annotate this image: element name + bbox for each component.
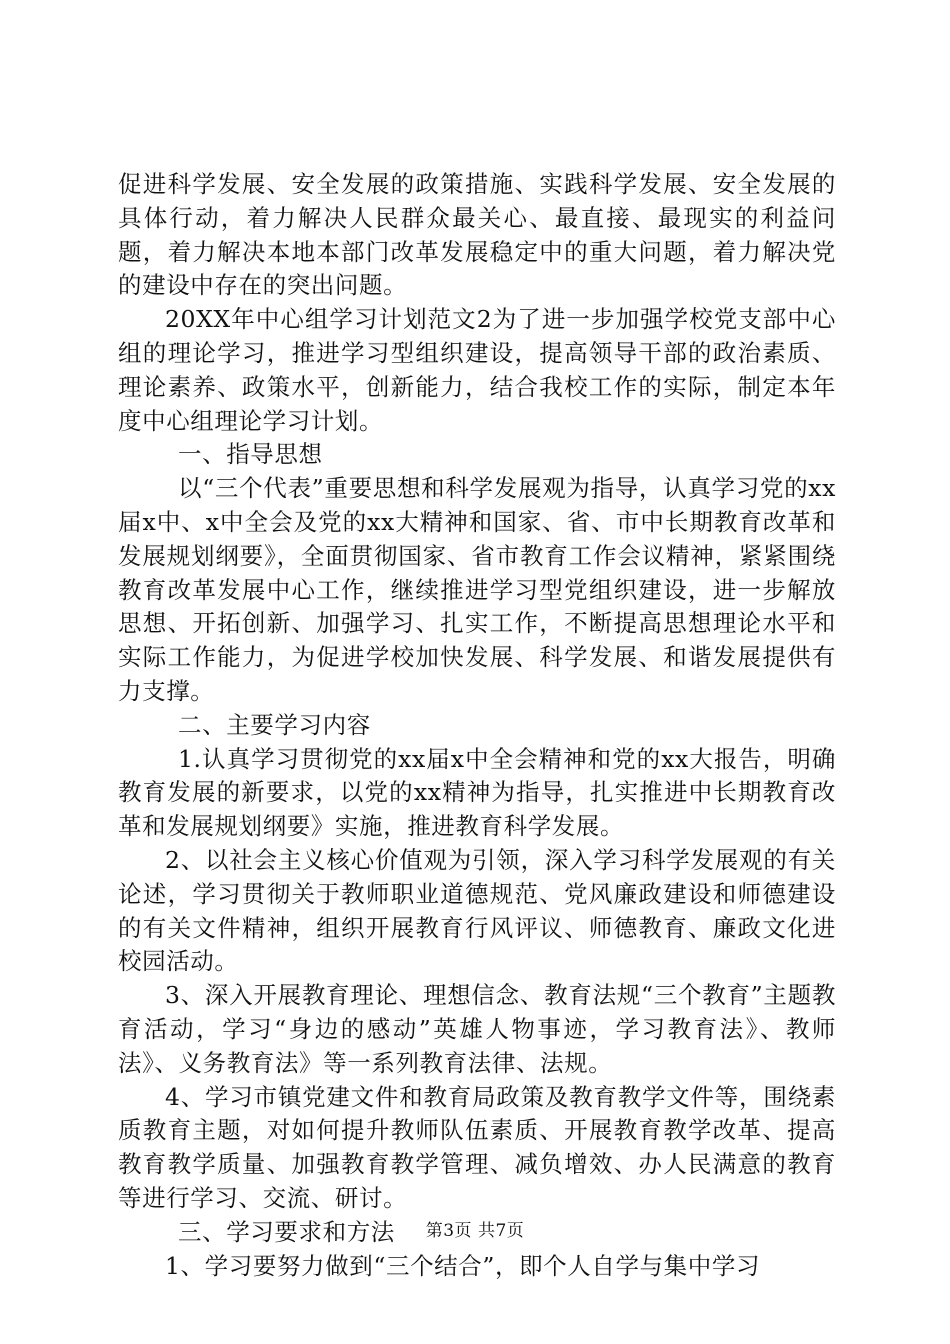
section-heading-requirements: 三、学习要求和方法 [178,1217,395,1246]
list-item-3: 3、深入开展教育理论、理想信念、教育法规“三个教育”主题教育活动，学习“身边的感动”英雄人物事迹，学习教育法》、教师法》、义务教育法》等一系列教育法律、法规。 [118,981,836,1077]
paragraph-intro: 20XX年中心组学习计划范文2为了进一步加强学校党支部中心组的理论学习，推进学习型组织建设，提高领导干部的政治素质、理论素养、政策水平，创新能力，结合我校工作的实际，制定本年度中心组理论学习计划。 [118,305,836,435]
list-item-requirement-1: 1、学习要努力做到“三个结合”，即个人自学与集中学习 [165,1251,761,1280]
list-item-4: 4、学习市镇党建文件和教育局政策及教育教学文件等，围绕素质教育主题，对如何提升教师队伍素质、开展教育教学改革、提高教育教学质量、加强教育教学管理、减负增效、办人民满意的教育等进行学习、交流、研讨。 [118,1082,836,1212]
section-heading-guiding-thought: 一、指导思想 [178,440,323,469]
paragraph-guiding-thought: 以“三个代表”重要思想和科学发展观为指导，认真学习党的xx届x中、x中全会及党的xx大精神和国家、省、市中长期教育改革和发展规划纲要》，全面贯彻国家、省市教育工作会议精神，紧紧围绕教育改革发展中心工作，继续推进学习型党组织建设，进一步解放思想、开拓创新、加强学习、扎实工作，不断提高思想理论水平和实际工作能力，为促进学校加快发展、科学发展、和谐发展提供有力支撑。 [118,474,836,705]
list-item-1: 1.认真学习贯彻党的xx届x中全会精神和党的xx大报告，明确教育发展的新要求，以党的xx精神为指导，扎实推进中长期教育改革和发展规划纲要》实施，推进教育科学发展。 [118,744,836,841]
page-footer: 第3页 共7页 [425,1221,525,1241]
list-item-2: 2、以社会主义核心价值观为引领，深入学习科学发展观的有关论述，学习贯彻关于教师职业道德规范、党风廉政建设和师德建设的有关文件精神，组织开展教育行风评议、师德教育、廉政文化进校园活动。 [118,845,836,976]
section-heading-study-content: 二、主要学习内容 [178,710,371,739]
document-body [118,168,836,1283]
paragraph-continuation: 促进科学发展、安全发展的政策措施、实践科学发展、安全发展的具体行动，着力解决人民群众最关心、最直接、最现实的利益问题，着力解决本地本部门改革发展稳定中的重大问题，着力解决党的建设中存在的突出问题。 [118,170,836,300]
